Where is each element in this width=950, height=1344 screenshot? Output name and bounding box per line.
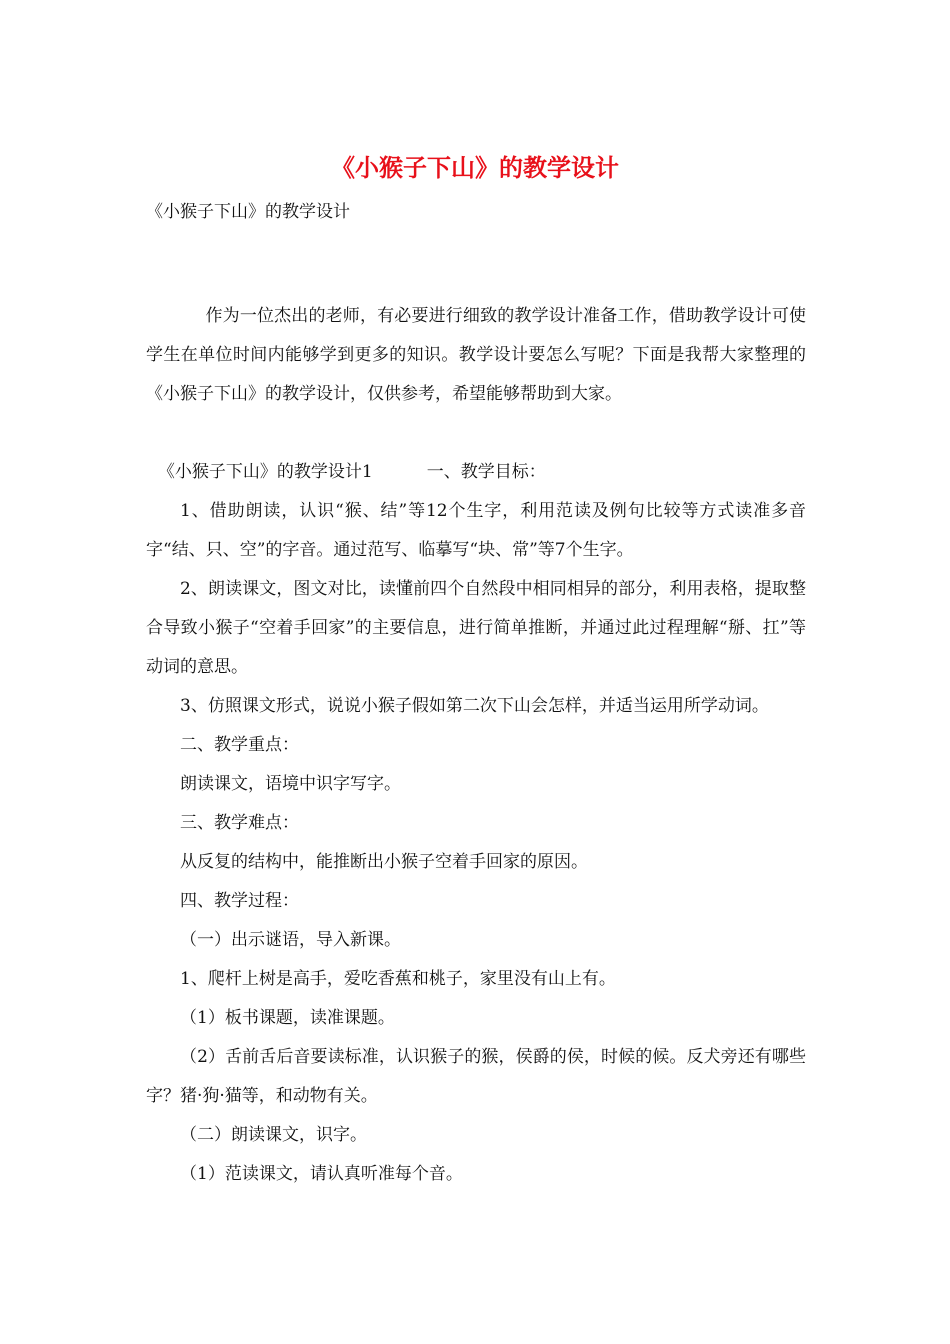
section-title: 《小猴子下山》的教学设计1 [157,462,373,482]
paragraph: 1、借助朗读，认识“猴、结”等12个生字，利用范读及例句比较等方式读准多音字“结、只、空”的字音。通过范写、临摹写“块、常”等7个生字。 [146,501,806,560]
paragraph: （一）出示谜语，导入新课。 [180,930,401,950]
paragraph: 朗读课文，语境中识字写字。 [180,774,401,794]
section-header [146,453,806,492]
paragraph: 1、爬杆上树是高手，爱吃香蕉和桃子，家里没有山上有。 [180,969,616,989]
heading: 二、教学重点： [180,735,299,755]
paragraph: 从反复的结构中，能推断出小猴子空着手回家的原因。 [180,852,588,872]
intro-paragraph: 作为一位杰出的老师，有必要进行细致的教学设计准备工作，借助教学设计可使学生在单位时间内能够学到更多的知识。教学设计要怎么写呢？下面是我帮大家整理的《小猴子下山》的教学设计，仅供参考，希望能够帮助到大家。 [146,306,806,404]
paragraph: （二）朗读课文，识字。 [180,1125,367,1145]
spacer [146,414,806,453]
document-title: 《小猴子下山》的教学设计 [331,153,619,182]
heading: 三、教学难点： [180,813,299,833]
paragraph: 3、仿照课文形式，说说小猴子假如第二次下山会怎样，并适当运用所学动词。 [180,696,769,716]
paragraph: （2）舌前舌后音要读标准，认识猴子的猴，侯爵的侯，时候的候。反犬旁还有哪些字？猪·狗·猫等，和动物有关。 [146,1047,806,1106]
section-first-heading: 一、教学目标： [426,462,546,482]
document-subtitle: 《小猴子下山》的教学设计 [146,202,350,222]
paragraph: 2、朗读课文，图文对比，读懂前四个自然段中相同相异的部分，利用表格，提取整合导致小猴子“空着手回家”的主要信息，进行简单推断，并通过此过程理解“掰、扛”等动词的意思。 [146,579,806,677]
paragraph: （1）范读课文，请认真听准每个音。 [180,1164,463,1184]
document-body [146,297,806,1194]
paragraph: （1）板书课题，读准课题。 [180,1008,395,1028]
heading: 四、教学过程： [180,891,299,911]
